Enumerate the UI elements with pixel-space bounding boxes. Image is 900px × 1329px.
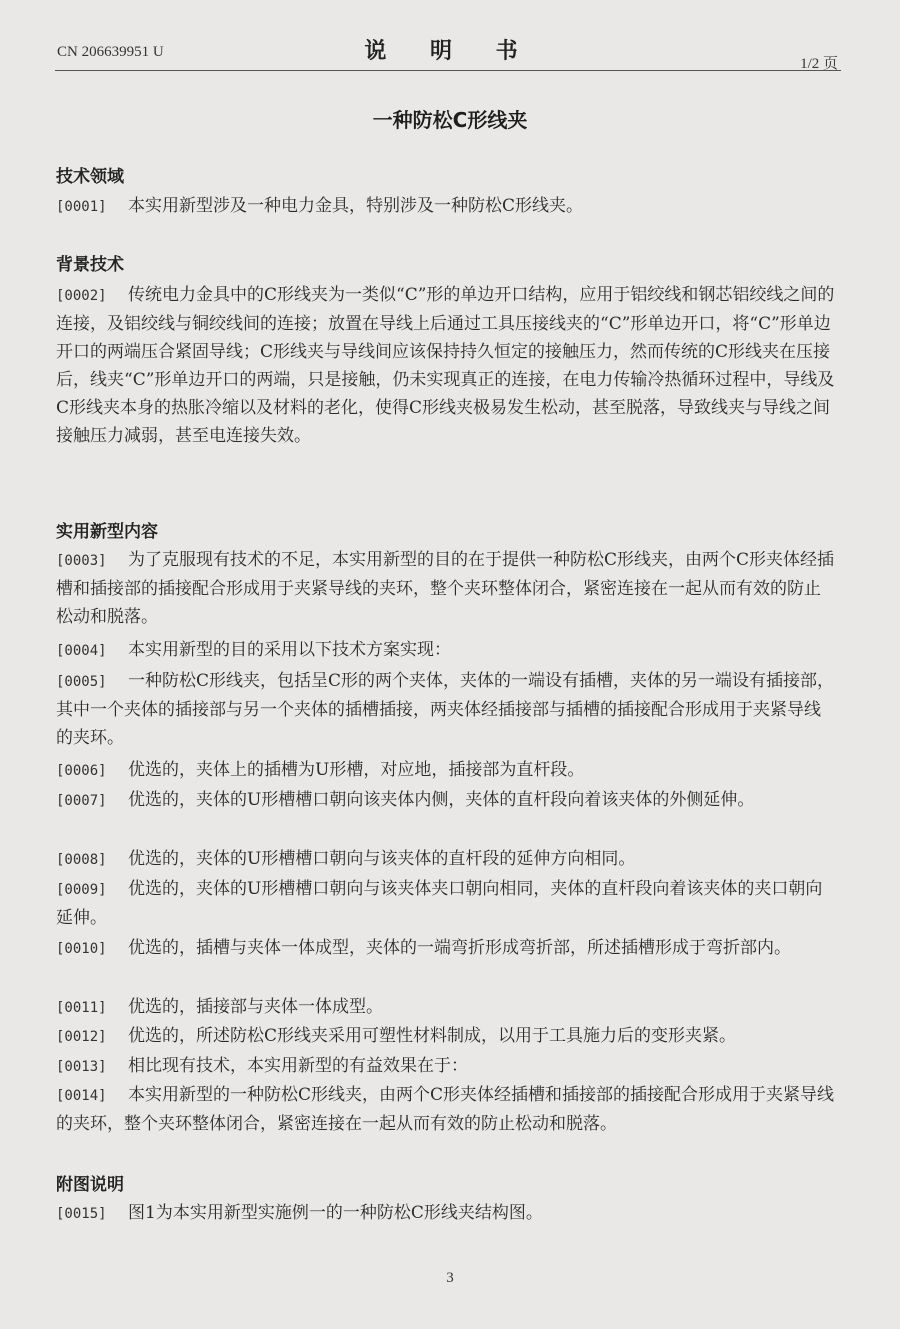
paragraph-text: 一种防松C形线夹，包括呈C形的两个夹体，夹体的一端设有插槽，夹体的另一端设有插接部，其中一个夹体的插接部与另一个夹体的插槽插接，两夹体经插接部与插槽的插接配合形成用于夹紧导线的夹环。 [56,671,835,748]
paragraph [56,993,836,1022]
paragraph-number: [0010] [56,941,107,957]
paragraph-text: 优选的，所述防松C形线夹采用可塑性材料制成，以用于工具施力后的变形夹紧。 [128,1026,737,1046]
paragraph-number: [0002] [56,288,107,304]
paragraph-text: 优选的，夹体的U形槽槽口朝向与该夹体的直杆段的延伸方向相同。 [128,849,636,869]
page-number: 3 [446,1270,454,1286]
paragraph [56,1081,836,1138]
paragraph-number: [0008] [56,852,107,868]
paragraph-text: 优选的，夹体的U形槽槽口朝向与该夹体夹口朝向相同，夹体的直杆段向着该夹体的夹口朝向延伸。 [56,879,823,928]
paragraph [56,1022,836,1051]
paragraph-text: 图1为本实用新型实施例一的一种防松C形线夹结构图。 [128,1203,543,1223]
paragraph-text: 为了克服现有技术的不足，本实用新型的目的在于提供一种防松C形线夹，由两个C形夹体经插槽和插接部的插接配合形成用于夹紧导线的夹环，整个夹环整体闭合，紧密连接在一起从而有效的防止松动和脱落。 [56,550,835,627]
paragraph-number: [0012] [56,1029,107,1045]
header-divider [55,70,841,71]
paragraph-text: 优选的，夹体的U形槽槽口朝向该夹体内侧，夹体的直杆段向着该夹体的外侧延伸。 [128,790,755,810]
paragraph-number: [0009] [56,882,107,898]
paragraph-number: [0005] [56,674,107,690]
paragraph [56,636,836,665]
paragraph [56,786,836,815]
paragraph [56,875,836,932]
paragraph-number: [0011] [56,1000,107,1016]
paragraph [56,845,836,874]
section-heading-drawings: 附图说明 [56,1175,124,1195]
paragraph-text: 优选的，插接部与夹体一体成型。 [128,997,383,1017]
paragraph-number: [0007] [56,793,107,809]
paragraph [56,192,836,221]
paragraph [56,667,836,752]
section-heading-technical-field: 技术领域 [56,167,124,187]
paragraph [56,546,836,631]
section-heading-utility-content: 实用新型内容 [56,522,158,542]
paragraph-text: 本实用新型的目的采用以下技术方案实现： [128,640,451,660]
paragraph-number: [0001] [56,199,107,215]
paragraph-text: 优选的，插槽与夹体一体成型，夹体的一端弯折形成弯折部，所述插槽形成于弯折部内。 [128,938,791,958]
paragraph [56,934,836,963]
paragraph [56,1199,836,1228]
patent-number: CN 206639951 U [57,44,164,60]
paragraph-number: [0014] [56,1088,107,1104]
paragraph-number: [0004] [56,643,107,659]
paragraph [56,1052,836,1081]
paragraph-number: [0013] [56,1059,107,1075]
section-heading-background: 背景技术 [56,255,124,275]
paragraph-number: [0015] [56,1206,107,1222]
paragraph-text: 相比现有技术，本实用新型的有益效果在于： [128,1056,468,1076]
paragraph-text: 本实用新型的一种防松C形线夹，由两个C形夹体经插槽和插接部的插接配合形成用于夹紧导线的夹环，整个夹环整体闭合，紧密连接在一起从而有效的防止松动和脱落。 [56,1085,835,1134]
document-title: 一种防松C形线夹 [372,108,528,132]
paragraph [56,281,836,450]
paragraph-number: [0003] [56,553,107,569]
paragraph-text: 本实用新型涉及一种电力金具，特别涉及一种防松C形线夹。 [128,196,584,216]
paragraph-text: 优选的，夹体上的插槽为U形槽，对应地，插接部为直杆段。 [128,760,585,780]
page-of-indicator: 1/2 页 [800,56,838,72]
paragraph-text: 传统电力金具中的C形线夹为一类似“C”形的单边开口结构，应用于铝绞线和钢芯铝绞线之间的连接，及铝绞线与铜绞线间的连接；放置在导线上后通过工具压接线夹的“C”形单边开口，将“C”形单边开口的两端压合紧固导线；C形线夹与导线间应该保持持久恒定的接触压力，然而传统的C形线夹在压接后，线夹“C”形单边开口的两端，只是接触，仍未实现真正的连接，在电力传输冷热循环过程中，导线及C形线夹本身的热胀冷缩以及材料的老化，使得C形线夹极易发生松动，甚至脱落，导致线夹与导线之间接触压力减弱，甚至电连接失效。 [56,285,835,446]
paragraph [56,756,836,785]
document-type-heading: 说 明 书 [364,39,536,64]
paragraph-number: [0006] [56,763,107,779]
